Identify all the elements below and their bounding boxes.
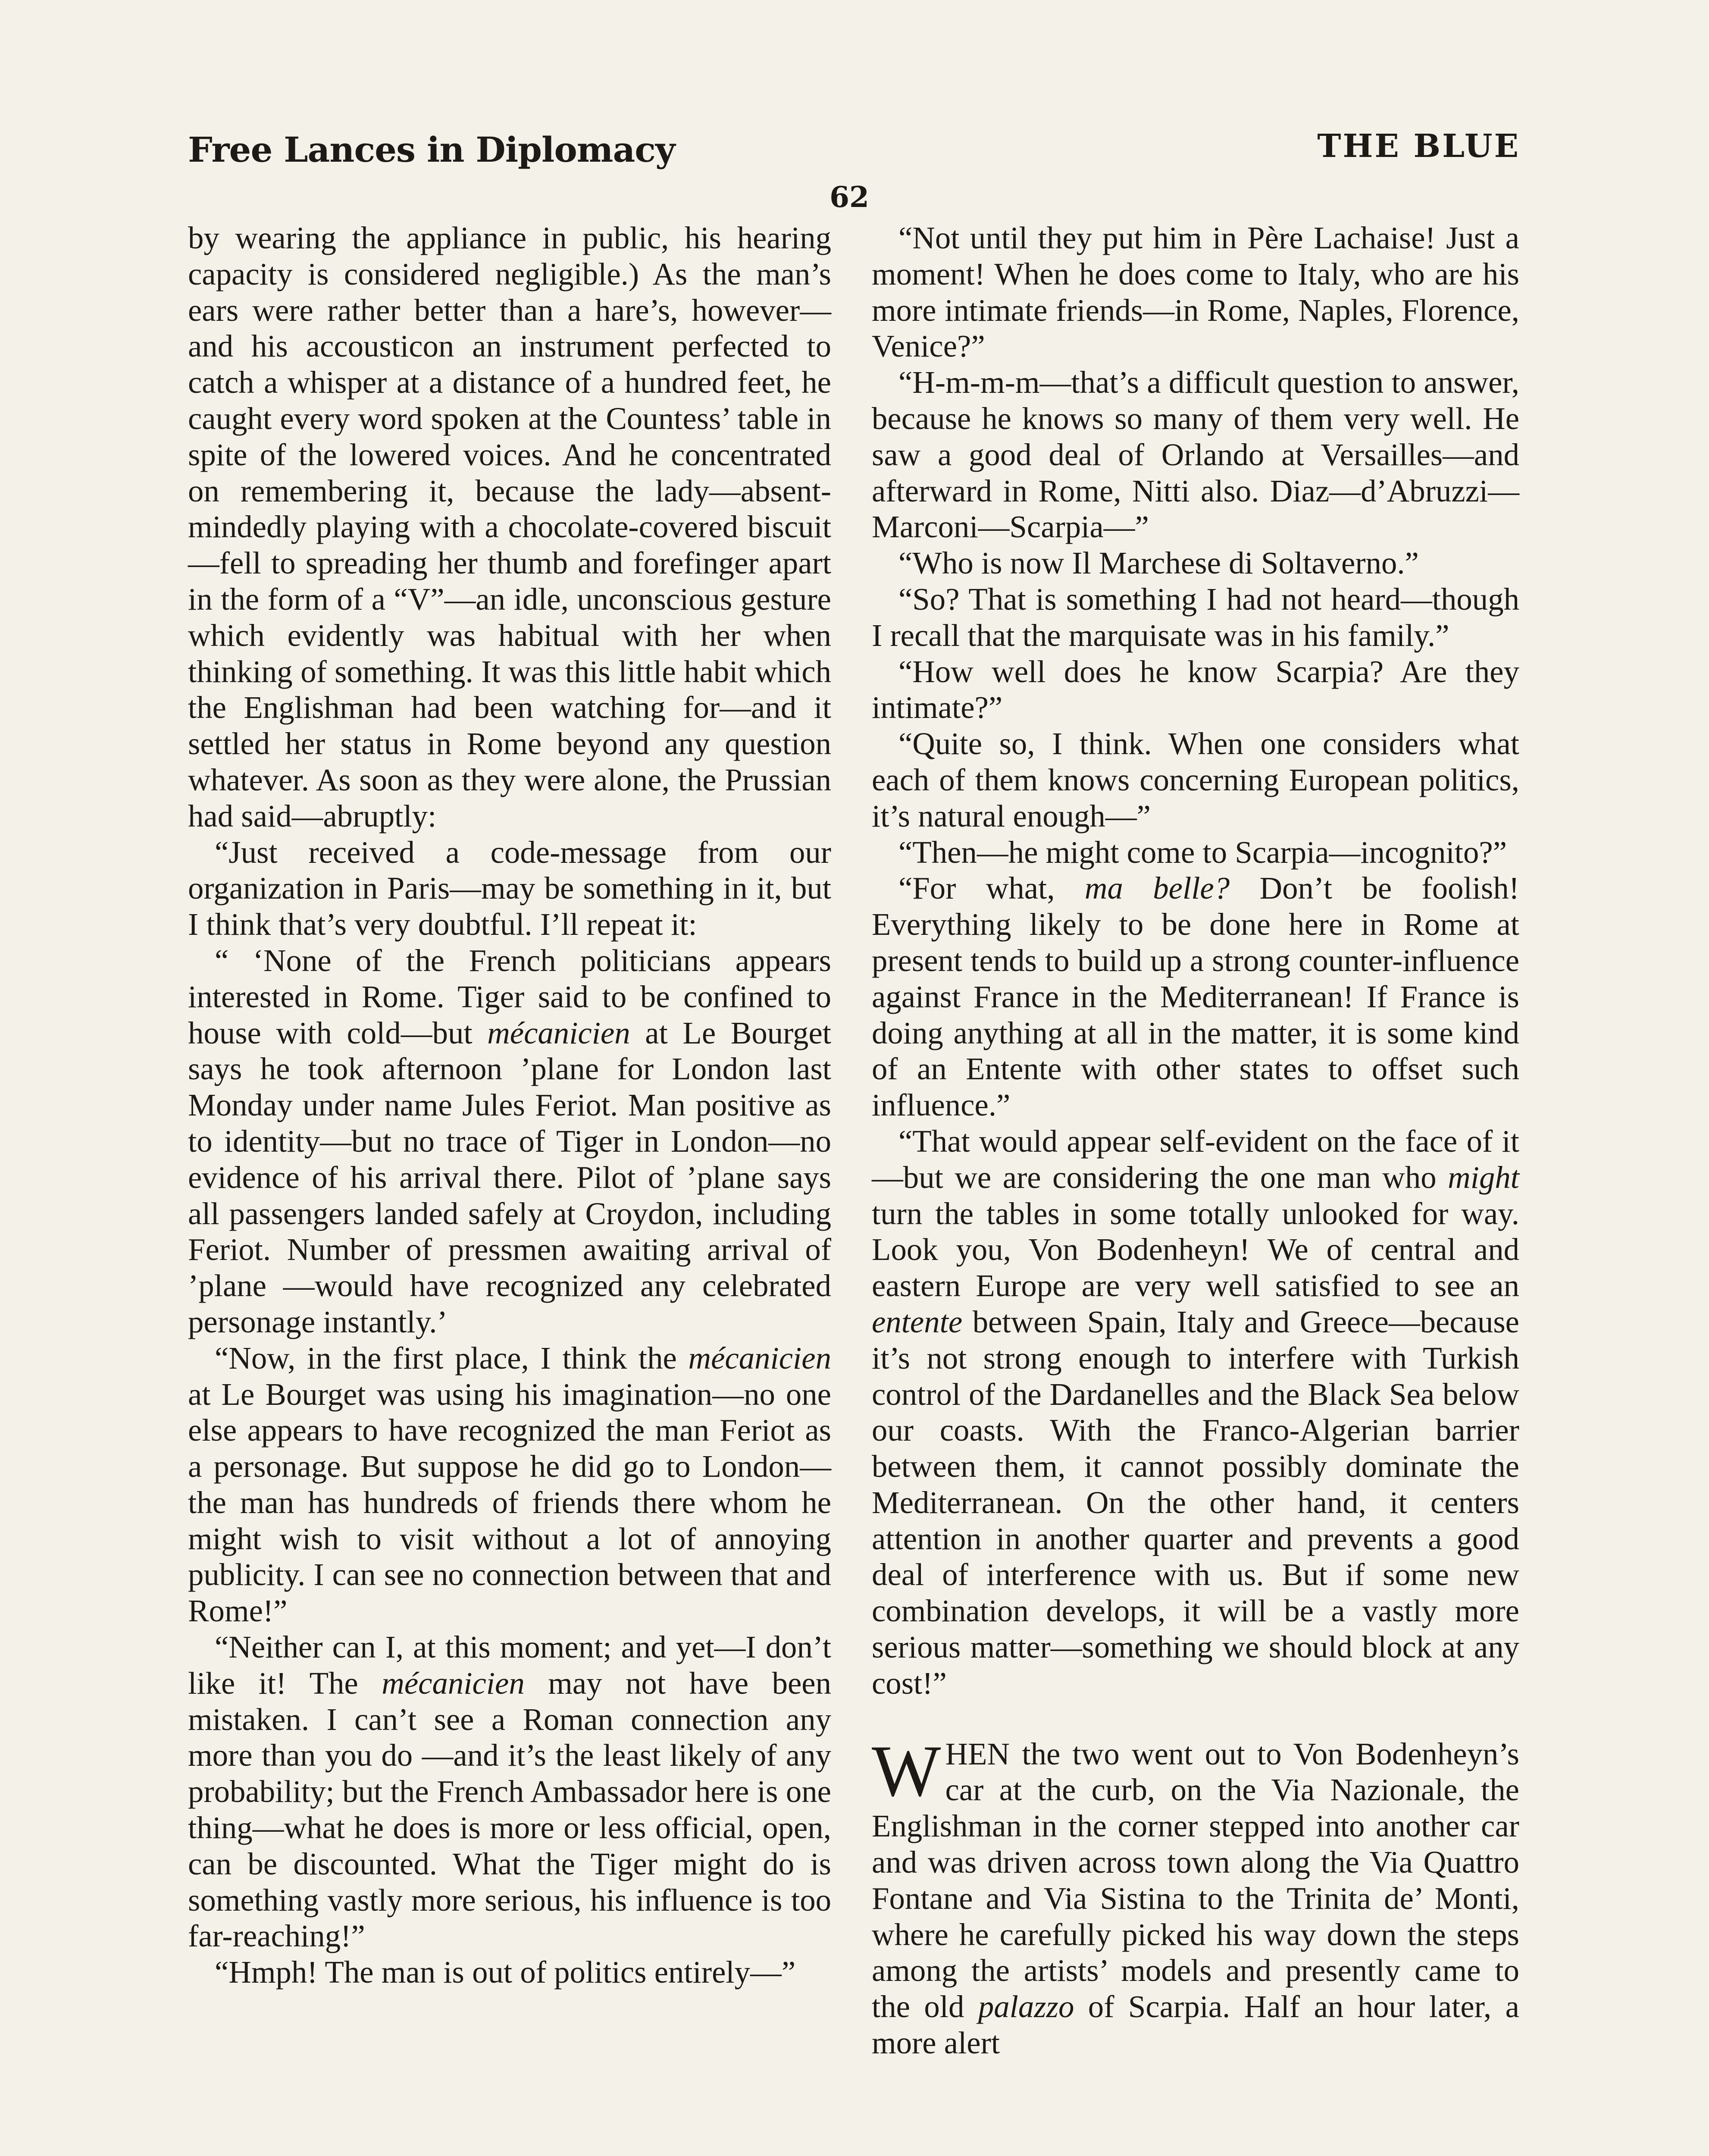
paragraph: “Just received a code-message from our organization in Paris—may be something in it, but I think that’s very doubtful. I’ll repeat it: xyxy=(188,834,831,942)
paragraph: “Then—he might come to Scarpia—incognito?” xyxy=(898,834,1507,870)
paragraph: “ ‘None of the French politicians appears interested in Rome. Tiger said to be confined to house with cold—but mécanicien at Le Bourget says he took afternoon ’plane for London last Monday under name Jules Feriot. Man positive as to identity—but no trace of Tiger in London—no evidence of his arrival there. Pilot of ’plane says all passengers landed safely at Croydon, including Feriot. Number of pressmen awaiting arrival of ’plane —would have recognized any celebrated personage instantly.’ xyxy=(188,943,831,1339)
paragraph: by wearing the appliance in public, his hearing capacity is considered negligible.) As the man’s ears were rather better than a hare’s, however—and his accousticon an instrument perfected to catch a whisper at a distance of a hundred feet, he caught every word spoken at the Countess’ table in spite of the lowered voices. And he concentrated on remembering it, because the lady—absent-mindedly playing with a chocolate-covered biscuit—fell to spreading her thumb and forefinger apart in the form of a “V”—an idle, unconscious gesture which evidently was habitual with her when thinking of something. It was this little habit which the Englishman had been watching for—and it settled her status in Rome beyond any question whatever. As soon as they were alone, the Prussian had said—abruptly: xyxy=(188,220,831,834)
paragraph: “How well does he know Scarpia? Are they intimate?” xyxy=(872,654,1519,725)
right-column xyxy=(872,220,1519,2061)
paragraph: “Not until they put him in Père Lachaise! Just a moment! When he does come to Italy, who are his more intimate friends—in Rome, Naples, Florence, Venice?” xyxy=(872,220,1519,364)
paragraph: “That would appear self-evident on the face of it—but we are considering the one man who might turn the tables in some totally unlooked for way. Look you, Von Bodenheyn! We of central and eastern Europe are very well satisfied to see an entente between Spain, Italy and Greece—because it’s not strong enough to interfere with Turkish control of the Dardanelles and the Black Sea below our coasts. With the Franco-Algerian barrier between them, it cannot possibly dominate the Mediterranean. On the other hand, it centers attention in another quarter and prevents a good deal of interference with us. But if some new combination develops, it will be a vastly more serious matter—something we should block at any cost!” xyxy=(872,1123,1519,1701)
running-title: Free Lances in Diplomacy xyxy=(188,129,675,170)
magazine-title: THE BLUE xyxy=(1317,128,1520,165)
paragraph: “Hmph! The man is out of politics entirely—” xyxy=(215,1955,796,1990)
paragraph: WHEN the two went out to Von Bodenheyn’s car at the curb, on the Via Nazionale, the Englishman in the corner stepped into another car and was driven across town along the Via Quattro Fontane and Via Sistina to the Trinita de’ Monti, where he carefully picked his way down the steps among the artists’ models and presently came to the old palazzo of Scarpia. Half an hour later, a more alert xyxy=(872,1730,1519,2061)
paragraph: “So? That is something I had not heard—though I recall that the marquisate was in his family.” xyxy=(872,581,1519,653)
paragraph: “H-m-m-m—that’s a difficult question to answer, because he knows so many of them very well. He saw a good deal of Orlando at Versailles—and afterward in Rome, Nitti also. Diaz—d’Abruzzi—Marconi—Scarpia—” xyxy=(872,365,1519,545)
drop-cap: W xyxy=(872,1730,941,1811)
paragraph: “Neither can I, at this moment; and yet—I don’t like it! The mécanicien may not have been mistaken. I can’t see a Roman connection any more than you do —and it’s the least likely of any probability; but the French Ambassador here is one thing—what he does is more or less official, open, can be discounted. What the Tiger might do is something vastly more serious, his influence is too far-reaching!” xyxy=(188,1630,831,1954)
paragraph: “Who is now Il Marchese di Soltaverno.” xyxy=(898,545,1419,581)
page-number: 62 xyxy=(829,180,869,214)
paragraph: “Now, in the first place, I think the mécanicien at Le Bourget was using his imagination—no one else appears to have recognized the man Feriot as a personage. But suppose he did go to London—the man has hundreds of friends there whom he might wish to visit without a lot of annoying publicity. I can see no connection between that and Rome!” xyxy=(188,1340,831,1629)
paragraph: “For what, ma belle? Don’t be foolish! Everything likely to be done here in Rome at present tends to build up a strong counter-influence against France in the Mediterranean! If France is doing anything at all in the matter, it is some kind of an Entente with other states to offset such influence.” xyxy=(872,871,1519,1123)
paragraph: “Quite so, I think. When one considers what each of them knows concerning European politics, it’s natural enough—” xyxy=(872,726,1519,834)
left-column xyxy=(188,220,831,1990)
